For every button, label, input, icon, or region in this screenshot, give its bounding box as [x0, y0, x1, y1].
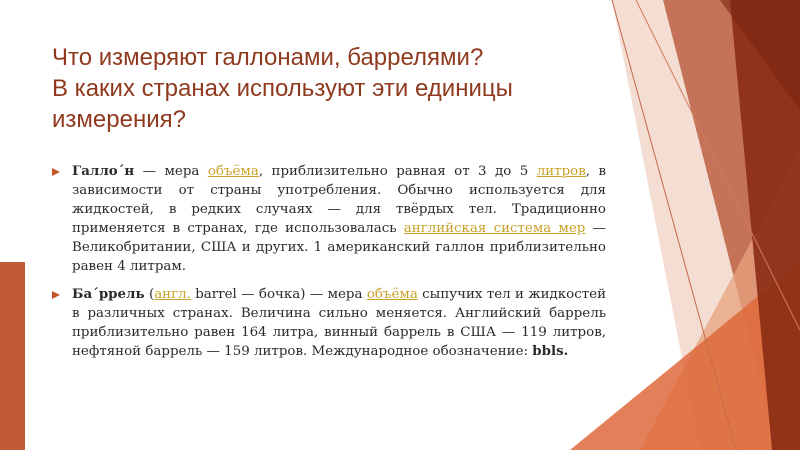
title-line-1: Что измеряют галлонами, баррелями? — [52, 44, 484, 71]
barrel-term: Ба´ррель — [72, 285, 145, 302]
barrel-text-1: ( — [144, 286, 155, 302]
title-line-3: измерения? — [52, 106, 186, 133]
link-english[interactable]: англ. — [154, 286, 191, 302]
gallon-paragraph — [50, 162, 606, 277]
link-english-system[interactable]: английская система мер — [403, 221, 586, 237]
gallon-term: Галло´н — [72, 163, 135, 179]
link-liters[interactable]: литров — [536, 164, 586, 179]
gallon-text-2: , приблизительно равная от 3 до 5 — [258, 164, 537, 179]
barrel-designation: bbls. — [532, 342, 569, 359]
link-volume-2[interactable]: объёма — [366, 286, 418, 302]
gallon-text-4: — Великобритании, США и других. 1 американский галлон приблизительно равен 4 литрам. — [72, 221, 606, 275]
left-accent-bar — [0, 262, 25, 450]
link-volume[interactable]: объёма — [207, 164, 259, 179]
title-line-2: В каких странах используют эти единицы — [52, 75, 513, 102]
barrel-text-2: barrel — бочка) — мера — [190, 286, 367, 302]
barrel-paragraph — [50, 285, 606, 361]
gallon-text-3: , в зависимости от страны употребления. Обычно используется для жидкостей, в редких случаях — для твёрдых тел. Традиционно применяется в странах, где использовалась — [72, 164, 606, 237]
gallon-text-1: — мера — [134, 164, 208, 179]
slide-content — [50, 162, 606, 369]
slide-title — [52, 42, 612, 135]
triangle-bullet-icon — [52, 291, 60, 299]
triangle-bullet-icon — [52, 168, 60, 176]
barrel-text-3: сыпучих тел и жидкостей в различных странах. Величина сильно меняется. Английский баррель приблизительно равен 164 литра, винный баррель в США — 119 литров, нефтяной баррель — 159 литров. Международное обозначение: — [72, 286, 606, 359]
